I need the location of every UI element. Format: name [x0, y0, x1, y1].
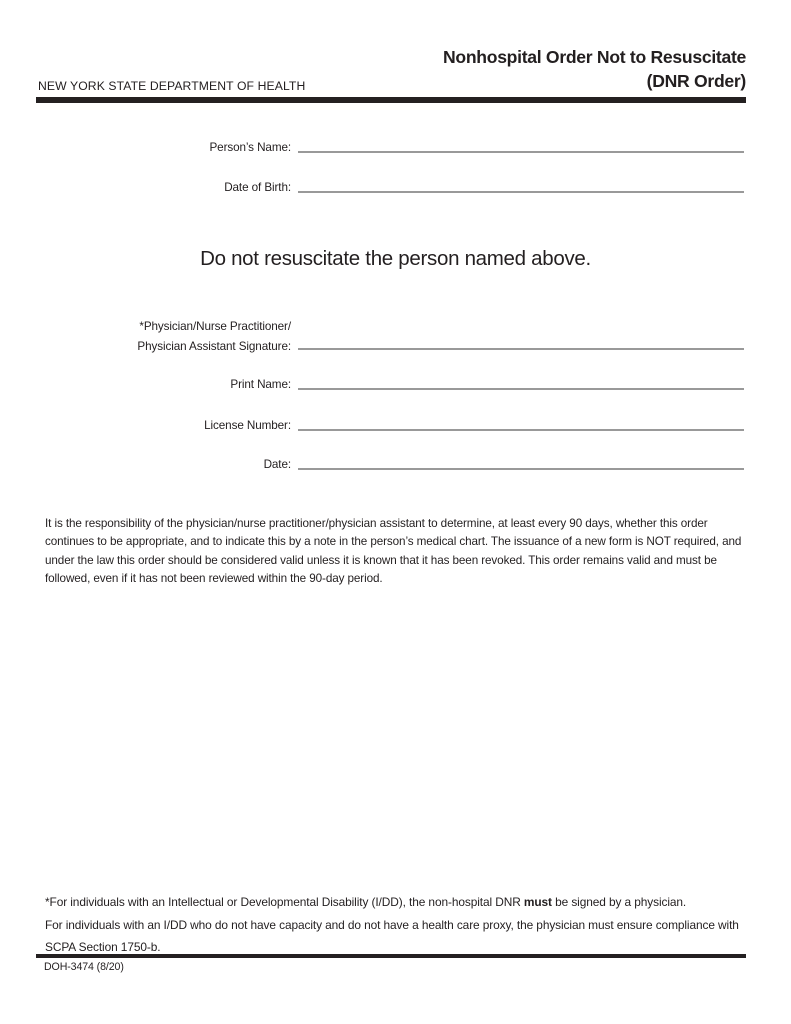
date-of-birth-label: Date of Birth: [224, 181, 291, 194]
signature-label-line2: Physician Assistant Signature: [137, 339, 291, 353]
form-title-line1: Nonhospital Order Not to Resuscitate [443, 47, 746, 67]
persons-name-label: Person’s Name: [209, 141, 291, 154]
footnotes [45, 891, 751, 958]
signature-label [38, 317, 291, 356]
footnote-idd-signature-text: *For individuals with an Intellectual or Developmental Disability (I/DD), the non-hospital DNR [45, 895, 524, 909]
footnote-scpa: For individuals with an I/DD who do not have capacity and do not have a health care proxy, the physician must ensure compliance with SCPA Section 1750-b. [45, 918, 739, 954]
form-number: DOH-3474 (8/20) [44, 961, 124, 973]
date-of-birth-line[interactable] [298, 179, 744, 193]
print-name-label: Print Name: [230, 378, 291, 391]
license-number-line[interactable] [298, 417, 744, 431]
form-title [300, 45, 746, 93]
license-number-label: License Number: [204, 419, 291, 432]
print-name-line[interactable] [298, 376, 744, 390]
agency-name: NEW YORK STATE DEPARTMENT OF HEALTH [38, 79, 306, 93]
review-paragraph: It is the responsibility of the physician/nurse practitioner/physician assistant to determine, at least every 90 days, whether this order continues to be appropriate, and to indicate this by a note in the person’s medical chart. The issuance of a new form is NOT required, and under the law this order should be considered valid unless it is known that it has been revoked. This order remains valid and must be followed, even if it has not been reviewed within the 90-day period. [45, 517, 742, 585]
persons-name-line[interactable] [298, 139, 744, 153]
footnote-idd-signature [45, 891, 751, 913]
footnote-idd-signature-tail: be signed by a physician. [551, 895, 687, 909]
header-rule [36, 97, 746, 103]
date-label: Date: [263, 458, 291, 471]
signature-line[interactable] [298, 336, 744, 350]
date-line[interactable] [298, 456, 744, 470]
form-title-line2: (DNR Order) [646, 71, 746, 91]
dnr-statement: Do not resuscitate the person named above. [200, 247, 591, 270]
footnote-idd-signature-bold: must [523, 895, 552, 909]
footer-rule [36, 954, 746, 958]
signature-label-line1: *Physician/Nurse Practitioner/ [139, 320, 291, 333]
